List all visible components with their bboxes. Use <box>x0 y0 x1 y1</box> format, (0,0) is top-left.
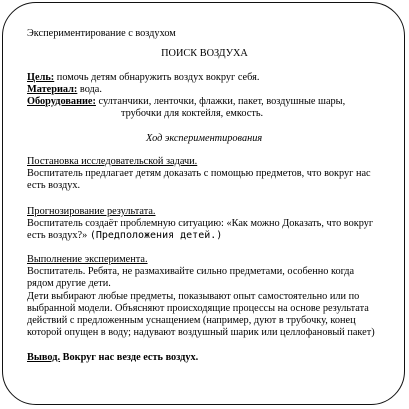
section-experiment-line: Дети выбирают любые предметы, показывают опыт самостоятельно или по <box>27 291 360 302</box>
conclusion-text: Вокруг нас везде есть воздух. <box>60 352 199 363</box>
forecast-note: (Предположения детей.) <box>89 230 223 241</box>
section-experiment-line: действий с предложенным уснащением (например, дуют в трубочку, конец <box>27 315 356 326</box>
section-heading-task: Постановка исследовательской задачи. <box>27 156 198 167</box>
conclusion-label: Вывод. <box>27 352 61 363</box>
document-title: ПОИСК ВОЗДУХА <box>161 48 248 59</box>
course-heading: Ход экспериментирования <box>146 133 263 144</box>
equipment-text-continued: трубочки для коктейля, емкость. <box>121 108 264 119</box>
topic-line: Экспериментирование с воздухом <box>27 28 176 39</box>
section-experiment-line: рядом другие дети. <box>27 278 111 289</box>
equipment-text: султанчики, ленточки, флажки, пакет, воздушные шары, <box>95 96 346 107</box>
document-card <box>2 2 405 405</box>
section-experiment-line: Воспитатель. Ребята, не размахивайте сильно предметами, особенно когда <box>27 266 355 277</box>
section-heading-forecast: Прогнозирование результата. <box>27 206 156 217</box>
goal-line <box>27 72 259 84</box>
equipment-label: Оборудование: <box>27 96 96 107</box>
section-experiment-line: которой опущен в воду; надувают воздушный шарик или целлофановый пакет) <box>27 327 375 338</box>
section-forecast-line <box>27 230 222 242</box>
material-label: Материал: <box>27 84 78 95</box>
section-experiment-line: выбранной модели. Объясняют происходящие процессы на основе результата <box>27 303 369 314</box>
section-forecast-line: Воспитатель создаёт проблемную ситуацию: «Как можно Доказать, что вокруг <box>27 218 374 229</box>
conclusion-line <box>27 352 198 364</box>
material-text: вода. <box>77 84 102 95</box>
equipment-line <box>27 96 345 108</box>
section-heading-experiment: Выполнение эксперимента. <box>27 254 148 265</box>
section-task-line: Воспитатель предлагает детям доказать с помощью предметов, что вокруг нас <box>27 168 371 179</box>
section-task-line: есть воздух. <box>27 180 81 191</box>
material-line <box>27 84 102 96</box>
goal-label: Цель: <box>27 72 55 83</box>
forecast-question: есть воздух?» <box>27 230 90 241</box>
goal-text: помочь детям обнаружить воздух вокруг себя. <box>54 72 260 83</box>
